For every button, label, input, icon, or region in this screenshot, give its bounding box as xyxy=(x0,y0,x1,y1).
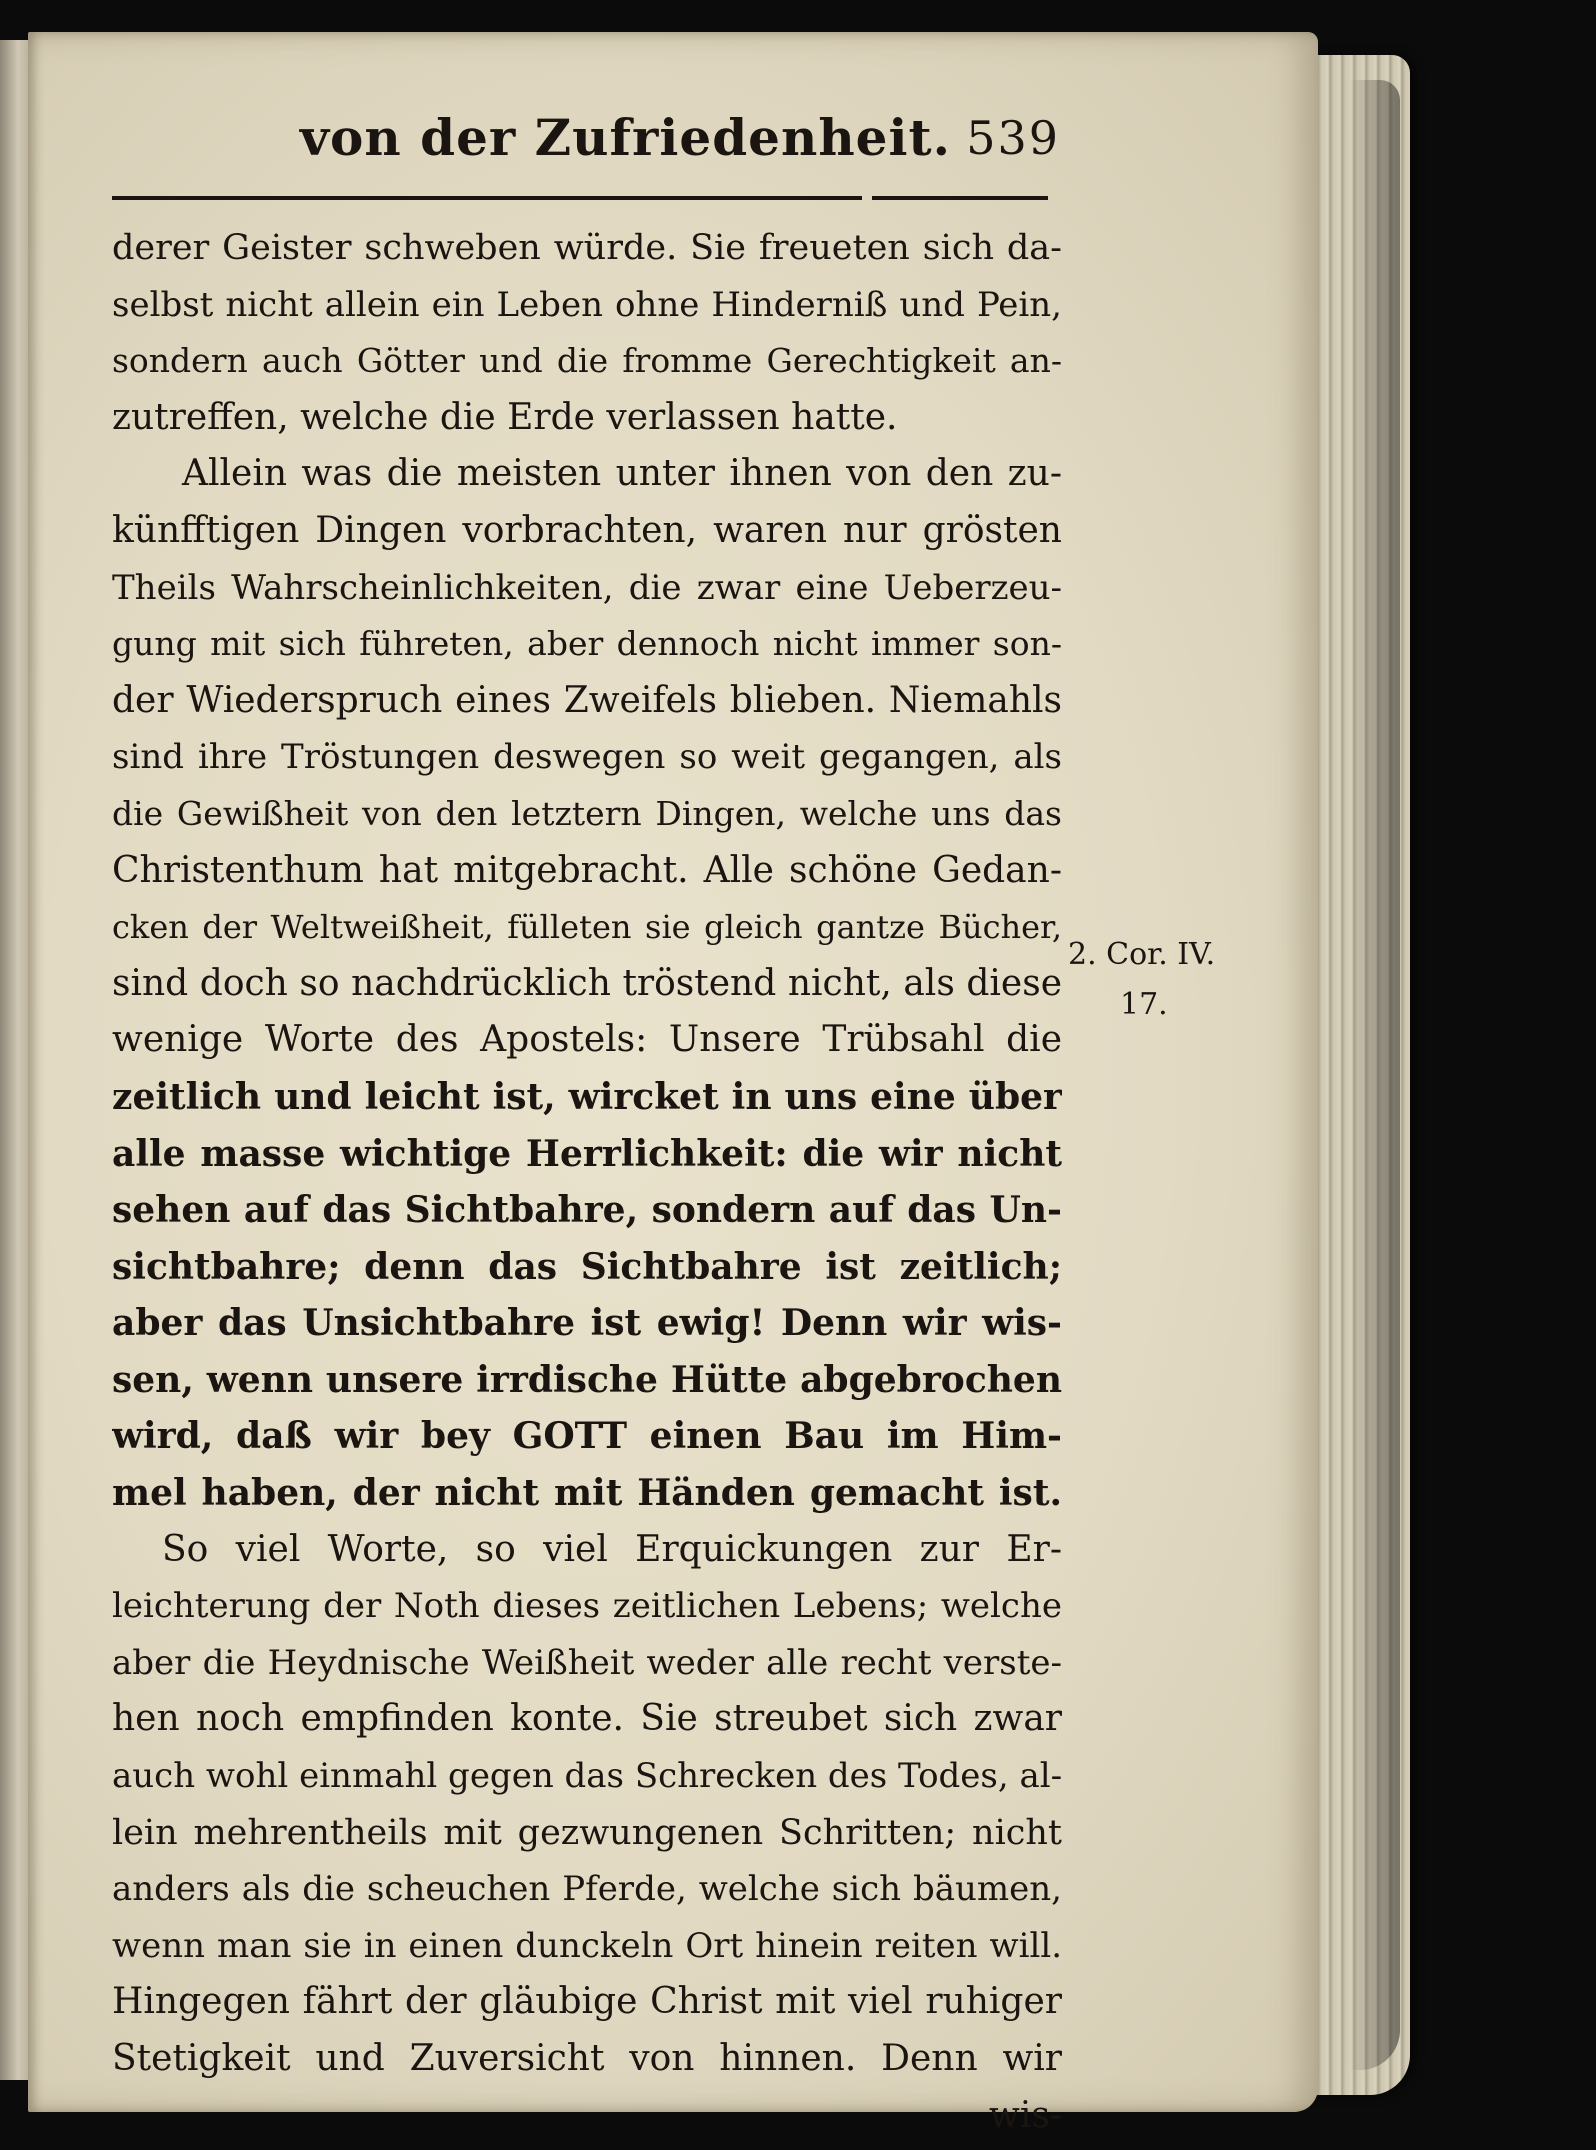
text-line: sind ihre Tröstungen deswegen so weit gegangen, als xyxy=(112,737,1062,778)
facing-page-edge xyxy=(0,40,30,2080)
text-line: So viel Worte, so viel Erquickungen zur Er- xyxy=(162,1528,1062,1570)
header-rule-number xyxy=(872,196,1048,200)
text-line: cken der Weltweißheit, fülleten sie gleich gantze Bücher, xyxy=(112,908,1062,947)
text-line: wenige Worte des Apostels: Unsere Trübsahl die xyxy=(112,1019,1062,1061)
text-line: künfftigen Dingen vorbrachten, waren nur grösten xyxy=(112,509,1062,551)
page-number: 539 xyxy=(966,111,1060,165)
text-line: sichtbahre; denn das Sichtbahre ist zeitlich; xyxy=(112,1245,1062,1288)
text-line: gung mit sich führeten, aber dennoch nicht immer son- xyxy=(112,624,1062,664)
text-line: Stetigkeit und Zuversicht von hinnen. Denn wir xyxy=(112,2038,1062,2079)
running-head: von der Zufriedenheit. xyxy=(300,108,951,167)
text-line: der Wiederspruch eines Zweifels blieben. Niemahls xyxy=(112,679,1062,721)
catchword: wis- xyxy=(989,2094,1062,2136)
text-line: hen noch empfinden konte. Sie streubet sich zwar xyxy=(112,1698,1062,1740)
text-line: anders als die scheuchen Pferde, welche sich bäumen, xyxy=(112,1869,1062,1910)
text-line: sehen auf das Sichtbahre, sondern auf das Un- xyxy=(112,1189,1062,1232)
text-line: alle masse wichtige Herrlichkeit: die wir nicht xyxy=(112,1132,1062,1175)
header-rule xyxy=(112,196,862,200)
page-edges-shadow xyxy=(1350,80,1400,2070)
text-line: die Gewißheit von den letztern Dingen, welche uns das xyxy=(112,793,1062,833)
page-header xyxy=(300,108,1060,178)
text-line: selbst nicht allein ein Leben ohne Hinderniß und Pein, xyxy=(112,284,1062,325)
text-line: lein mehrentheils mit gezwungenen Schritten; nicht xyxy=(112,1812,1062,1853)
text-line: sind doch so nachdrücklich tröstend nicht, als diese xyxy=(112,962,1062,1004)
text-line: sondern auch Götter und die fromme Gerechtigkeit an- xyxy=(112,341,1062,381)
text-line: Hingegen fährt der gläubige Christ mit viel ruhiger xyxy=(112,1981,1062,2023)
body-text xyxy=(112,220,1062,2144)
text-line: Christenthum hat mitgebracht. Alle schöne Gedan- xyxy=(112,849,1062,891)
margin-reference xyxy=(1068,930,1238,1030)
text-line: mel haben, der nicht mit Händen gemacht ist. xyxy=(112,1472,1062,1515)
text-line: Allein was die meisten unter ihnen von den zu- xyxy=(182,453,1062,495)
text-line: derer Geister schweben würde. Sie freueten sich da- xyxy=(112,228,1062,268)
text-line: auch wohl einmahl gegen das Schrecken des Todes, al- xyxy=(112,1756,1062,1797)
text-line: sen, wenn unsere irrdische Hütte abgebrochen xyxy=(112,1358,1062,1401)
text-line: Theils Wahrscheinlichkeiten, die zwar eine Ueberzeu- xyxy=(112,567,1062,608)
text-line: wenn man sie in einen dunckeln Ort hinein reiten will. xyxy=(112,1925,1062,1966)
text-line: aber die Heydnische Weißheit weder alle recht verste- xyxy=(112,1642,1062,1683)
text-line: leichterung der Noth dieses zeitlichen Lebens; welche xyxy=(112,1586,1062,1627)
text-line: aber das Unsichtbahre ist ewig! Denn wir wis- xyxy=(112,1302,1062,1345)
text-line: zutreffen, welche die Erde verlassen hatte. xyxy=(112,396,898,438)
margin-reference-book: 2. Cor. IV. xyxy=(1068,937,1216,972)
margin-reference-verse: 17. xyxy=(1120,987,1168,1022)
text-line: zeitlich und leicht ist, wircket in uns eine über xyxy=(112,1075,1062,1118)
text-line: wird, daß wir bey GOTT einen Bau im Him- xyxy=(112,1415,1062,1458)
